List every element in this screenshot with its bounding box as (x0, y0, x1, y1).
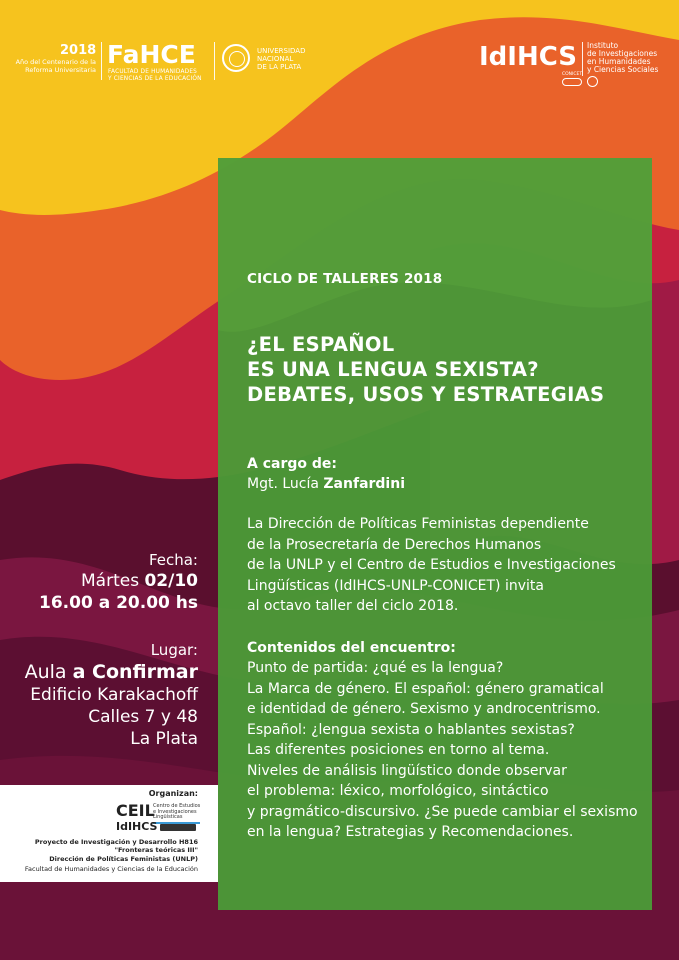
ceil-desc-line: Centro de Estudios (153, 803, 201, 809)
idihcs-desc-2: de Investigaciones (587, 49, 658, 58)
ceil-logo: CEIL (116, 801, 155, 820)
contents-line: el problema: léxico, morfológico, sintáctico (247, 783, 549, 799)
centenary-text: Año del Centenario de la (15, 58, 96, 66)
contents-block (247, 638, 638, 843)
time-value: 16.00 a 20.00 hs (39, 593, 198, 613)
contents-line: e identidad de género. Sexismo y androcentrismo. (247, 701, 601, 717)
place-room (0, 660, 198, 684)
speaker-surname: Zanfardini (323, 476, 405, 492)
event-title-line-2: ES UNA LENGUA SEXISTA? (247, 358, 539, 381)
fahce-desc: FACULTAD DE HUMANIDADES (108, 69, 198, 75)
place-label: Lugar: (150, 641, 198, 659)
date-value (0, 570, 198, 592)
unlp-seal-icon (222, 44, 250, 72)
idihcs-small-logo: IdIHCS (116, 820, 158, 833)
header-divider (101, 42, 102, 80)
event-title-line-1: ¿EL ESPAÑOL (247, 333, 395, 356)
idihcs-divider (582, 42, 583, 76)
date-day: Mártes (81, 571, 140, 591)
date-number: 02/10 (144, 571, 198, 591)
speaker-label: A cargo de: (247, 456, 337, 472)
organizer-line: Proyecto de Investigación y Desarrollo H816 (34, 838, 198, 846)
fahce-logo: FaHCE (107, 40, 196, 69)
speaker-name (247, 474, 405, 495)
intro-line: de la UNLP y el Centro de Estudios e Investigaciones (247, 557, 616, 573)
idihcs-desc-3: en Humanidades (587, 57, 651, 66)
place-city: La Plata (130, 729, 198, 749)
fahce-desc-2: Y CIENCIAS DE LA EDUCACIÓN (108, 76, 202, 82)
conicet-label: CONICET (562, 72, 583, 77)
organizer-line: "Fronteras teóricas III" (114, 846, 198, 854)
unlp-name-2: NACIONAL (257, 55, 294, 63)
place-streets: Calles 7 y 48 (88, 707, 198, 727)
event-title (247, 332, 604, 407)
contents-line: en la lengua? Estrategias y Recomendaciones. (247, 824, 574, 840)
place-room-status: a Confirmar (72, 661, 198, 683)
intro-line: La Dirección de Políticas Feministas dependiente (247, 516, 589, 532)
intro-paragraph (247, 514, 616, 617)
ceil-desc (153, 804, 200, 824)
ceil-desc-line: Lingüísticas (153, 814, 183, 820)
intro-line: al octavo taller del ciclo 2018. (247, 598, 459, 614)
unlp-name: UNIVERSIDAD (257, 47, 306, 55)
place-block (0, 640, 198, 750)
intro-line: de la Prosecretaría de Derechos Humanos (247, 536, 542, 553)
organizer-line: Facultad de Humanidades y Ciencias de la Educación (24, 865, 198, 873)
centenary-text-2: Reforma Universitaria (25, 66, 96, 74)
contents-line: Las diferentes posiciones en torno al tema. (247, 742, 550, 758)
unlp-small-seal-icon (587, 76, 598, 87)
organizer-line: Dirección de Políticas Feministas (UNLP) (49, 855, 198, 863)
intro-line: Lingüísticas (IdIHCS-UNLP-CONICET) invita (247, 577, 544, 594)
contents-line: Punto de partida: ¿qué es la lengua? (247, 660, 504, 676)
idihcs-desc: Instituto (587, 41, 619, 50)
speaker-prefix: Mgt. Lucía (247, 476, 319, 492)
centenary-year: 2018 (60, 43, 97, 58)
place-building: Edificio Karakachoff (30, 685, 198, 705)
unlp-name-3: DE LA PLATA (257, 63, 302, 71)
contents-list (247, 658, 638, 843)
contents-line: Español: ¿lengua sexista o hablantes sexistas? (247, 721, 575, 738)
speaker-block (247, 454, 405, 495)
contents-line: La Marca de género. El español: género gramatical (247, 680, 604, 697)
header-divider-2 (214, 42, 215, 80)
ceil-desc-line: e Investigaciones (153, 808, 197, 815)
conicet-icon (562, 78, 582, 86)
idihcs-desc-4: y Ciencias Sociales (587, 65, 659, 74)
contents-line: y pragmático-discursivo. ¿Se puede cambiar el sexismo (247, 803, 638, 820)
date-block (0, 550, 198, 614)
cycle-label: CICLO DE TALLERES 2018 (247, 271, 443, 287)
date-label: Fecha: (148, 551, 198, 569)
event-title-line-3: DEBATES, USOS Y ESTRATEGIAS (247, 383, 605, 406)
partner-logos-icon (160, 824, 196, 831)
contents-line: Niveles de análisis lingüístico donde observar (247, 762, 567, 779)
contents-label: Contenidos del encuentro: (247, 640, 456, 656)
organizers-label: Organizan: (148, 789, 198, 798)
idihcs-logo: IdIHCS (479, 42, 578, 72)
place-room-prefix: Aula (24, 661, 67, 683)
